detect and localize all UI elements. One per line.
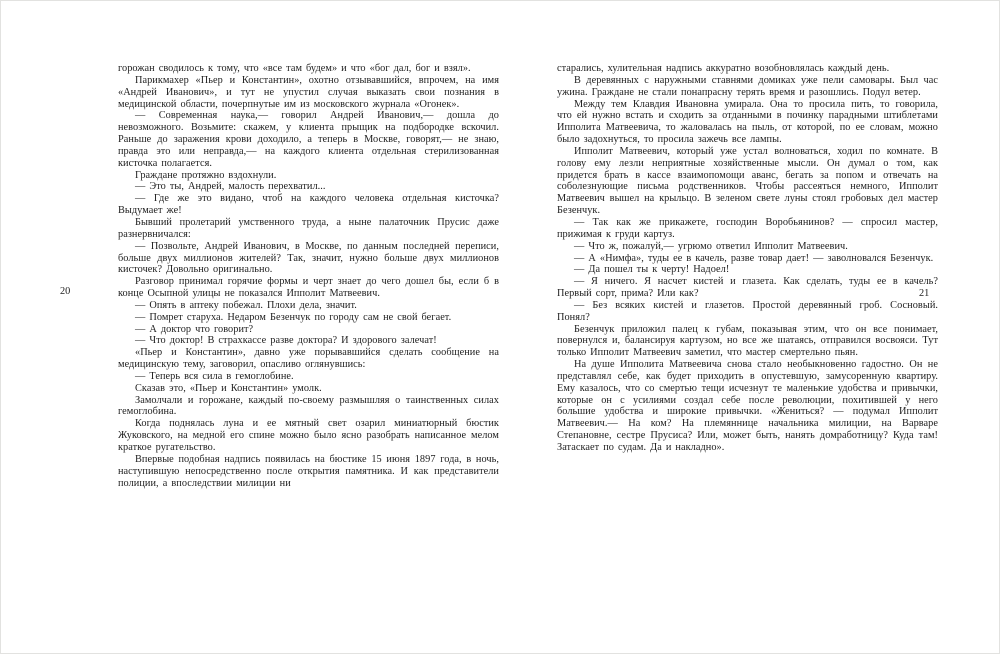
paragraph: — Что доктор! В страхкассе разве доктора? И здорового залечат! xyxy=(135,335,437,347)
left-page-text xyxy=(118,63,499,489)
paragraph: Замолчали и горожане, каждый по-своему размышляя о таинственных силах гемоглобина. xyxy=(118,394,499,418)
paragraph: — Помрет старуха. Недаром Безенчук по городу сам не свой бегает. xyxy=(135,311,452,323)
paragraph: «Пьер и Константин», давно уже порывавшийся сделать сообщение на медицинскую тему, заговорил, опасливо оглянувшись: xyxy=(118,347,499,371)
paragraph: старались, хулительная надпись аккуратно возобновлялась каждый день. xyxy=(557,63,890,74)
paragraph: Между тем Клавдия Ивановна умирала. Она то просила пить, то говорила, что ей нужно встать и сходить за отданными в починку парадными штиблетами Ипполита Матвеевича, то жаловалась на пыль, от которой, по ее словам, можно было задохнуться, то просила зажечь все лампы. xyxy=(557,98,938,146)
paragraph: Безенчук приложил палец к губам, показывая этим, что он все понимает, повернулся и, балансируя картузом, но все же шатаясь, отправился восвояси. Тут только Ипполит Матвеевич заметил, что мастер смертельно пьян. xyxy=(557,323,938,359)
paragraph: Разговор принимал горячие формы и черт знает до чего дошел бы, если б в конце Осыпной улицы не показался Ипполит Матвеевич. xyxy=(118,276,499,300)
paragraph: — Опять в аптеку побежал. Плохи дела, значит. xyxy=(135,299,357,311)
paragraph: — Что ж, пожалуй,— угрюмо ответил Ипполит Матвеевич. xyxy=(574,240,848,252)
paragraph: В деревянных с наружными ставнями домиках уже пели самовары. Был час ужина. Граждане не стали понапрасну терять время и разошлись. Подул ветер. xyxy=(557,74,938,98)
paragraph: — Это ты, Андрей, малость перехватил... xyxy=(135,181,326,193)
paragraph: — Современная наука,— говорил Андрей Иванович,— дошла до невозможного. Возьмите: скажем, у клиента прыщик на подбородке вскочил. Раньше до заражения крови доходило, а теперь в Москве, говорят,— не знаю, правда это или неправда,— на каждого клиента отдельная стерилизованная кисточка полагается. xyxy=(118,110,499,169)
paragraph: — Я ничего. Я насчет кистей и глазета. Как сделать, туды ее в качель? Первый сорт, прима? Или как? xyxy=(557,276,938,300)
paragraph: Граждане протяжно вздохнули. xyxy=(135,169,277,181)
page-number-left: 20 xyxy=(60,286,71,297)
paragraph: — Так как же прикажете, господин Воробьянинов? — спросил мастер, прижимая к груди картуз. xyxy=(557,216,938,240)
page-number-right: 21 xyxy=(919,288,930,299)
paragraph: Парикмахер «Пьер и Константин», охотно отзывавшийся, впрочем, на имя «Андрей Иванович», и тут не упустил случая выказать свои познания в медицинской области, почерпнутые им из московского журнала «Огонек». xyxy=(118,74,499,110)
paragraph: — Позвольте, Андрей Иванович, в Москве, по данным последней переписи, больше двух миллионов жителей? Так, значит, нужно больше двух миллионов кисточек? Довольно оригинально. xyxy=(118,240,499,276)
paragraph: — Теперь вся сила в гемоглобине. xyxy=(135,370,294,382)
paragraph: Когда поднялась луна и ее мятный свет озарил миниатюрный бюстик Жуковского, на медной его спине можно было ясно разобрать написанное мелом краткое ругательство. xyxy=(118,418,499,453)
right-page-text xyxy=(557,63,938,454)
paragraph: — Где же это видано, чтоб на каждого человека отдельная кисточка? Выдумает же! xyxy=(118,193,499,217)
paragraph: — Без всяких кистей и глазетов. Простой деревянный гроб. Сосновый. Понял? xyxy=(557,299,938,323)
paragraph: — А доктор что говорит? xyxy=(135,323,254,335)
paragraph: Бывший пролетарий умственного труда, а ныне палаточник Прусис даже разнервничался: xyxy=(118,216,499,240)
paragraph: Ипполит Матвеевич, который уже устал волноваться, ходил по комнате. В голову ему лезли неприятные хозяйственные мысли. Он думал о том, как придется брать в кассе взаимопомощи аванс, бегать за попом и отвечать на соболезнующие письма родственников. Чтобы рассеяться немного, Ипполит Матвеевич вышел на крыльцо. В зеленом свете луны стоял гробовых дел мастер Безенчук. xyxy=(557,145,938,217)
paragraph: На душе Ипполита Матвеевича снова стало необыкновенно гадостно. Он не представлял себе, как будет приходить в опустевшую, замусоренную квартиру. Ему казалось, что со смертью тещи исчезнут те маленькие удобства и привычки, которые он с усилиями создал себе после революции, похитившей у него большие удобства и широкие привычки. «Жениться? — подумал Ипполит Матвеевич.— На ком? На племяннице начальника милиции, на Варваре Степановне, сестре Прусиса? Или, может быть, нанять домработницу? Куда там! Затаскает по судам. Да и накладно». xyxy=(557,359,938,453)
paragraph: горожан сводилось к тому, что «все там будем» и что «бог дал, бог и взял». xyxy=(118,63,471,74)
paragraph: — Да пошел ты к черту! Надоел! xyxy=(574,264,730,276)
paragraph: — А «Нимфа», туды ее в качель, разве товар дает! — заволновался Безенчук. xyxy=(574,252,934,264)
paragraph: Впервые подобная надпись появилась на бюстике 15 июня 1897 года, в ночь, наступившую непосредственно после открытия памятника. И как представители полиции, а впоследствии милиции ни xyxy=(118,453,499,489)
paragraph: Сказав это, «Пьер и Константин» умолк. xyxy=(135,382,322,394)
